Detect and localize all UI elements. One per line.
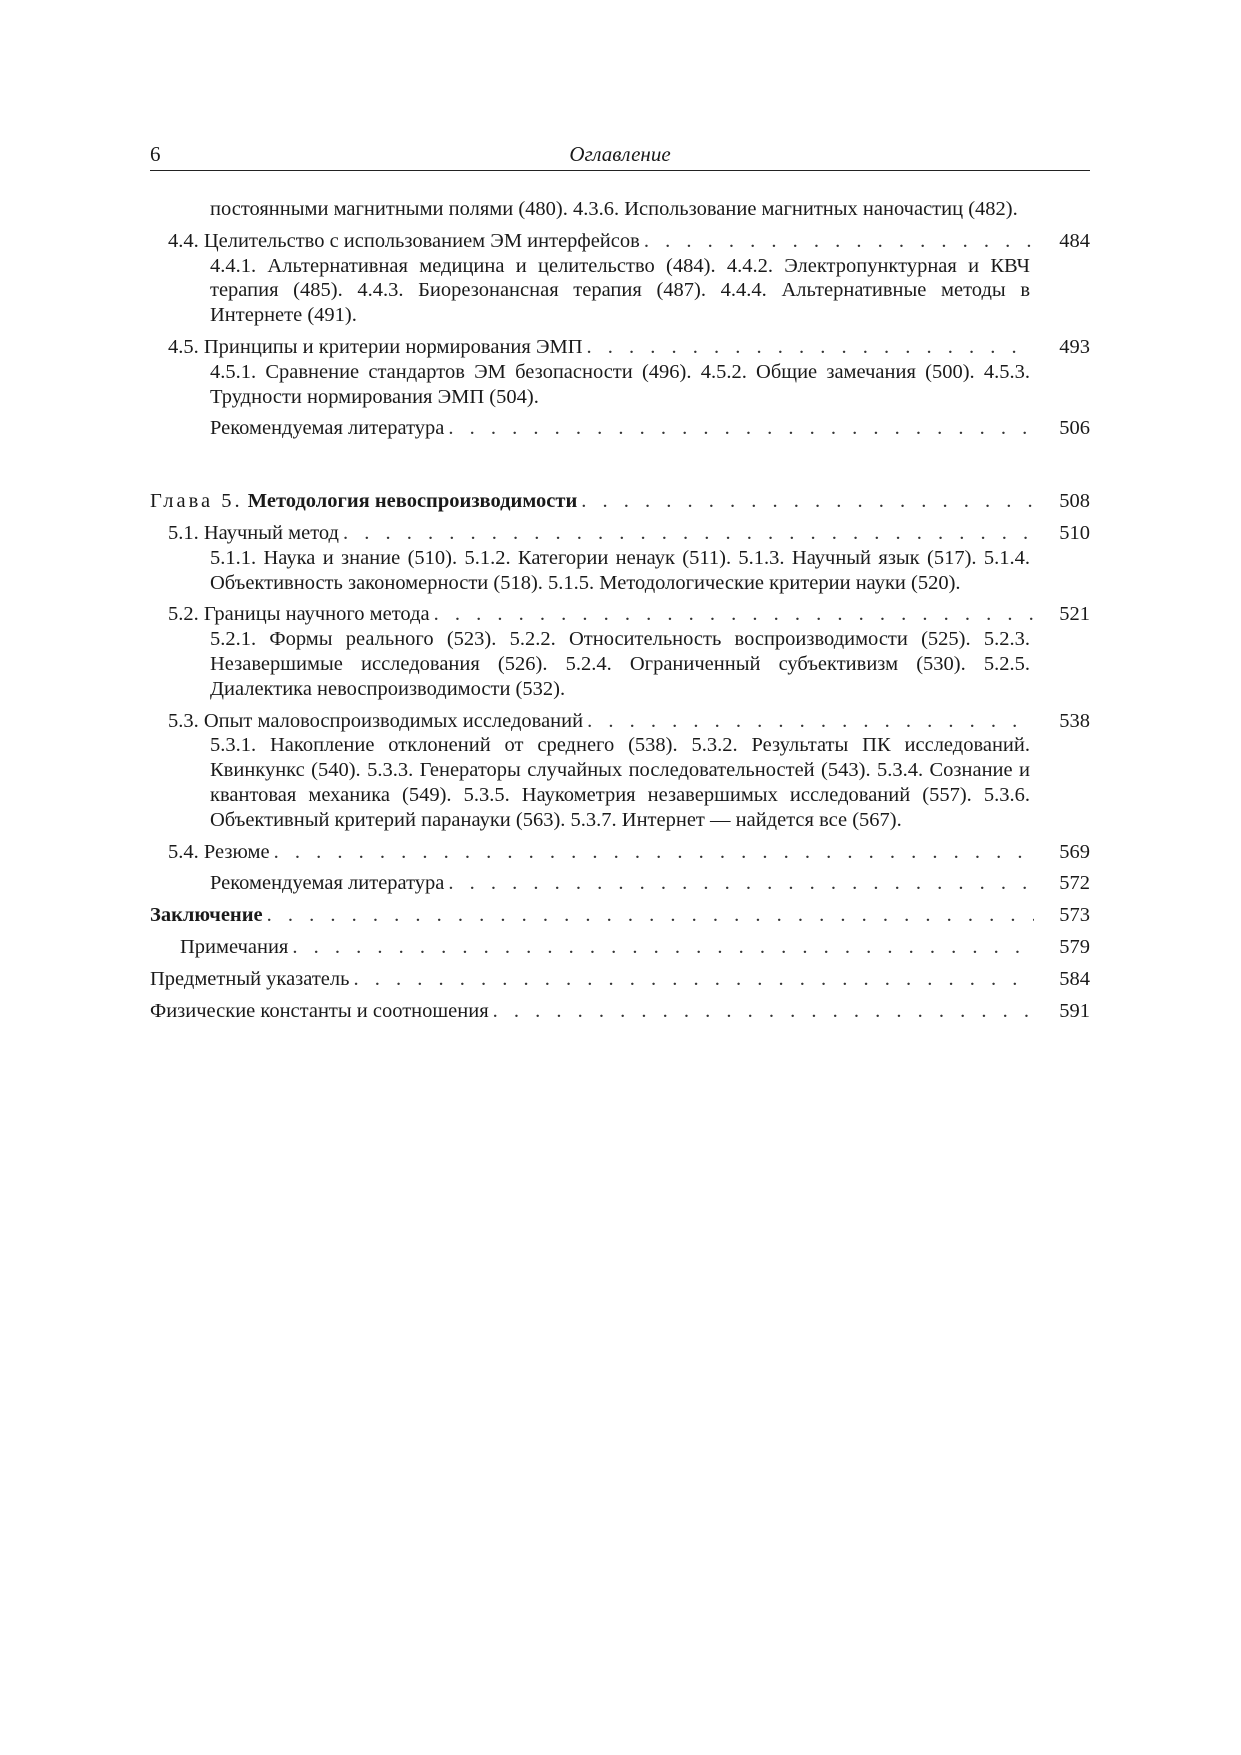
leader-dots bbox=[587, 709, 1034, 734]
page-ref: 579 bbox=[1059, 935, 1090, 958]
section-number: 4.4. bbox=[168, 229, 199, 252]
toc-literature-ch5[interactable] bbox=[210, 871, 1090, 896]
subsections: 4.4.1. Альтернативная медицина и целительство (484). 4.4.2. Электропунктурная и КВЧ терапия (485). 4.4.3. Биорезонансная терапия (487). 4.4.4. Альтернативные методы в Интернете (491). bbox=[210, 254, 1030, 327]
leader-dots bbox=[343, 521, 1034, 546]
toc-continuation: постоянными магнитными полями (480). 4.3.6. Использование магнитных наночастиц (482). bbox=[210, 198, 1018, 220]
section-number: 5.4. bbox=[168, 840, 199, 863]
page-ref: 493 bbox=[1059, 335, 1090, 358]
literature-title: Рекомендуемая литература bbox=[210, 872, 445, 895]
subsections: 5.3.1. Накопление отклонений от среднего (538). 5.3.2. Результаты ПК исследований. Квинкункс (540). 5.3.3. Генераторы случайных последовательностей (543). 5.3.4. Сознание и квантовая механика (549). 5.3.5. Наукометрия незавершимых исследований (557). 5.3.6. Объективный критерий паранауки (563). 5.3.7. Интернет — найдется все (567). bbox=[210, 734, 1030, 831]
page-number: 6 bbox=[150, 142, 161, 166]
table-of-contents bbox=[150, 197, 1090, 1023]
page-ref: 591 bbox=[1059, 999, 1090, 1022]
toc-section-5-2[interactable] bbox=[168, 602, 1090, 701]
section-title: Целительство с использованием ЭМ интерфейсов bbox=[203, 229, 640, 252]
leader-dots bbox=[587, 335, 1034, 360]
notes-title: Примечания bbox=[180, 935, 289, 958]
toc-section-4-5[interactable] bbox=[168, 335, 1090, 409]
leader-dots bbox=[434, 602, 1034, 627]
toc-section-5-3[interactable] bbox=[168, 709, 1090, 833]
chapter-title: Методология невоспроизводимости bbox=[247, 490, 578, 513]
toc-chapter-5[interactable] bbox=[150, 489, 1090, 514]
page-ref: 521 bbox=[1059, 603, 1090, 626]
page-ref: 510 bbox=[1059, 521, 1090, 544]
leader-dots bbox=[354, 967, 1035, 992]
toc-section-5-1[interactable] bbox=[168, 521, 1090, 595]
leader-dots bbox=[644, 229, 1034, 254]
page-ref: 569 bbox=[1059, 840, 1090, 863]
leader-dots bbox=[493, 999, 1034, 1024]
subsections: 5.2.1. Формы реального (523). 5.2.2. Относительность воспроизводимости (525). 5.2.3. Незавершимые исследования (526). 5.2.4. Ограниченный субъективизм (530). 5.2.5. Диалектика невоспроизводимости (532). bbox=[210, 628, 1030, 700]
toc-section-4-4[interactable] bbox=[168, 229, 1090, 328]
page-ref: 573 bbox=[1059, 904, 1090, 927]
toc-conclusion[interactable] bbox=[150, 903, 1090, 928]
running-title: Оглавление bbox=[569, 142, 671, 166]
literature-title: Рекомендуемая литература bbox=[210, 417, 445, 440]
section-number: 5.3. bbox=[168, 709, 199, 732]
page-ref: 538 bbox=[1059, 709, 1090, 732]
leader-dots bbox=[448, 871, 1034, 896]
page-ref: 484 bbox=[1059, 229, 1090, 252]
leader-dots bbox=[274, 840, 1034, 865]
chapter-prefix: Глава 5. bbox=[150, 490, 243, 513]
section-title: Границы научного метода bbox=[203, 603, 430, 626]
section-title: Резюме bbox=[203, 840, 270, 863]
subsections: 5.1.1. Наука и знание (510). 5.1.2. Категории ненаук (511). 5.1.3. Научный язык (517). 5.1.4. Объективность закономерности (518). 5.1.5. Методологические критерии науки (520). bbox=[210, 546, 1030, 594]
running-header bbox=[150, 142, 1090, 171]
leader-dots bbox=[267, 903, 1034, 928]
section-title: Научный метод bbox=[203, 521, 339, 544]
page-ref: 508 bbox=[1059, 490, 1090, 513]
toc-section-5-4[interactable] bbox=[168, 840, 1090, 865]
toc-literature-ch4[interactable] bbox=[210, 416, 1090, 441]
conclusion-title: Заключение bbox=[150, 904, 263, 927]
section-title: Принципы и критерии нормирования ЭМП bbox=[203, 335, 583, 358]
section-number: 5.2. bbox=[168, 603, 199, 626]
leader-dots bbox=[448, 416, 1034, 441]
section-number: 5.1. bbox=[168, 521, 199, 544]
page-ref: 584 bbox=[1059, 967, 1090, 990]
section-number: 4.5. bbox=[168, 335, 199, 358]
section-title: Опыт маловоспроизводимых исследований bbox=[203, 709, 584, 732]
leader-dots bbox=[292, 935, 1034, 960]
subsections: 4.5.1. Сравнение стандартов ЭМ безопасности (496). 4.5.2. Общие замечания (500). 4.5.3. Трудности нормирования ЭМП (504). bbox=[210, 360, 1030, 408]
page-ref: 572 bbox=[1059, 872, 1090, 895]
constants-title: Физические константы и соотношения bbox=[150, 999, 489, 1022]
page-ref: 506 bbox=[1059, 417, 1090, 440]
leader-dots bbox=[581, 489, 1034, 514]
toc-physical-constants[interactable] bbox=[150, 999, 1090, 1024]
toc-subject-index[interactable] bbox=[150, 967, 1090, 992]
toc-notes[interactable] bbox=[180, 935, 1090, 960]
index-title: Предметный указатель bbox=[150, 967, 350, 990]
